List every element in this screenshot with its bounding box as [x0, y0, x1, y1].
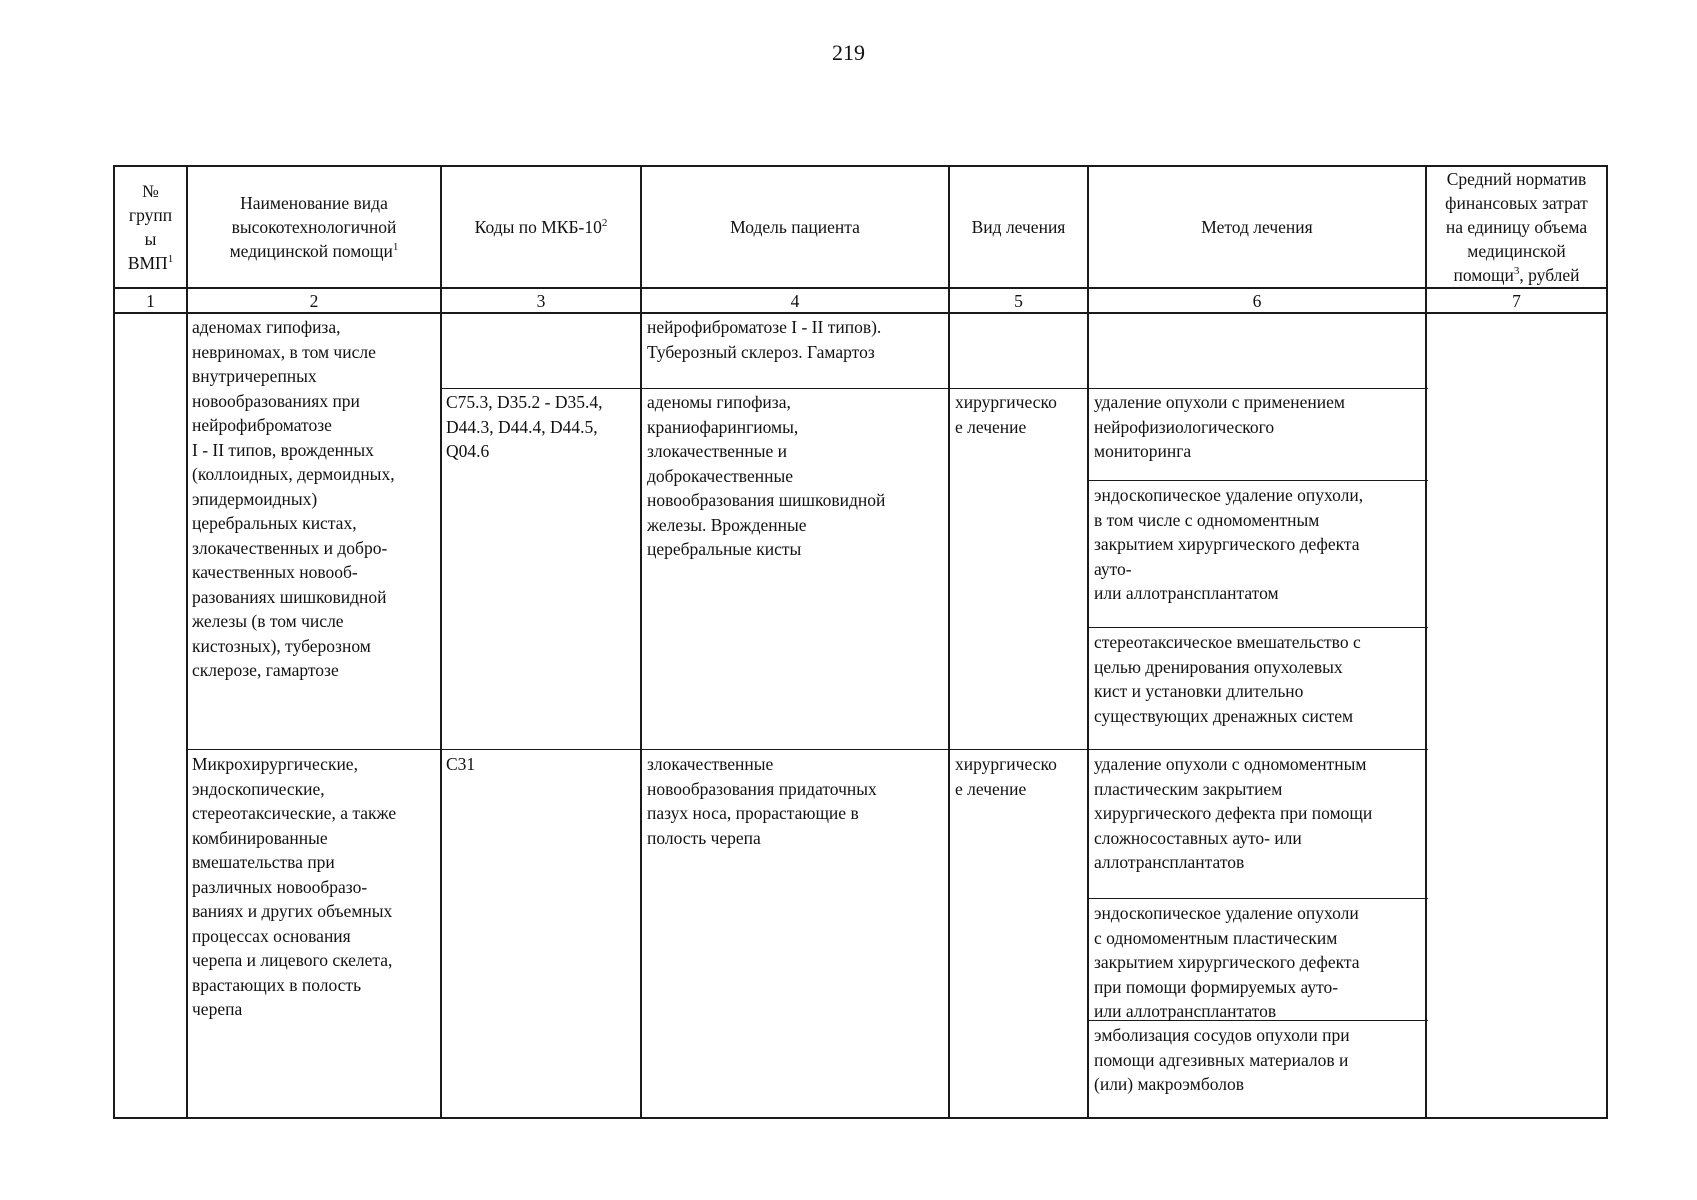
header-treatment-type: Вид лечения	[971, 217, 1066, 237]
column-number: 7	[1512, 291, 1521, 311]
patient-model-cell: нейрофиброматозе I - II типов). Туберозный склероз. Гамартоз	[647, 317, 882, 362]
treatment-method-cell: удаление опухоли с применением нейрофизиологического мониторинга	[1094, 392, 1345, 461]
column-number: 1	[146, 291, 155, 311]
header-treatment-method: Метод лечения	[1201, 217, 1313, 237]
icd-codes-cell: C31	[446, 754, 476, 774]
method-divider	[1088, 480, 1428, 481]
header-group-number: № групп ы ВМП$^1$	[127, 181, 174, 273]
column-number: 2	[309, 291, 319, 311]
table-right-border	[1606, 165, 1608, 1119]
patient-model-cell: аденомы гипофиза, краниофарингиомы, злокачественные и доброкачественные новообразования шишковидной железы. Врожденные церебральные кисты	[647, 392, 886, 559]
treatment-method-cell: удаление опухоли с одномоментным пластическим закрытием хирургического дефекта при помощи сложносоставных ауто- или аллотрансплантатов	[1094, 754, 1373, 872]
column-number: 3	[536, 291, 546, 311]
block-divider	[186, 749, 1428, 750]
column-number: 6	[1252, 291, 1262, 311]
header-icd-codes: Коды по МКБ-$10^2$	[474, 217, 608, 237]
method-divider	[1088, 627, 1428, 628]
header-patient-model: Модель пациента	[730, 217, 860, 237]
row-divider	[441, 388, 1428, 389]
page-number: 219	[832, 40, 865, 65]
header-care-type: Наименование вида высокотехнологичной медицинской помощи$^1$	[229, 193, 399, 261]
treatment-type-cell: хирургическо е лечение	[955, 754, 1057, 799]
treatment-method-cell: эндоскопическое удаление опухоли, в том числе с одномоментным закрытием хирургического дефекта ауто- или аллотрансплантатом	[1094, 485, 1364, 603]
treatment-method-cell: эндоскопическое удаление опухоли с одномоментным пластическим закрытием хирургического дефекта при помощи формируемых ауто- или аллотрансплантатов	[1094, 903, 1360, 1021]
method-divider	[1088, 898, 1428, 899]
table-bottom-border	[113, 1117, 1608, 1119]
icd-codes-cell: C75.3, D35.2 - D35.4, D44.3, D44.4, D44.5, Q04.6	[446, 392, 603, 461]
header-cost-standard: Средний норматив финансовых затрат на единицу объема медицинской помощи$^3$, рублей	[1445, 169, 1588, 285]
column-number: 4	[790, 291, 800, 311]
treatment-type-cell: хирургическо е лечение	[955, 392, 1057, 437]
care-type-name-cell: аденомах гипофиза, невриномах, в том числе внутричерепных новообразованиях при нейрофиброматозе I - II типов, врожденных (коллоидных, дермоидных, эпидермоидных) церебральных кистах, злокачественных и добро- качественных новооб- разованиях шишковидной железы (в том числе кистозных), туберозном склерозе, гамартозе	[192, 317, 395, 680]
treatment-method-cell: стереотаксическое вмешательство с целью дренирования опухолевых кист и установки длительно существующих дренажных систем	[1094, 632, 1361, 726]
care-type-name-cell: Микрохирургические, эндоскопические, стереотаксические, а также комбинированные вмешательства при различных новообразо- ваниях и других объемных процессах основания черепа и лицевого скелета, врастающих в полость черепа	[192, 754, 397, 1019]
column-number: 5	[1014, 291, 1023, 311]
patient-model-cell: злокачественные новообразования придаточных пазух носа, прорастающие в полость черепа	[647, 754, 877, 848]
treatment-method-cell: эмболизация сосудов опухоли при помощи адгезивных материалов и (или) макроэмболов	[1094, 1025, 1350, 1094]
